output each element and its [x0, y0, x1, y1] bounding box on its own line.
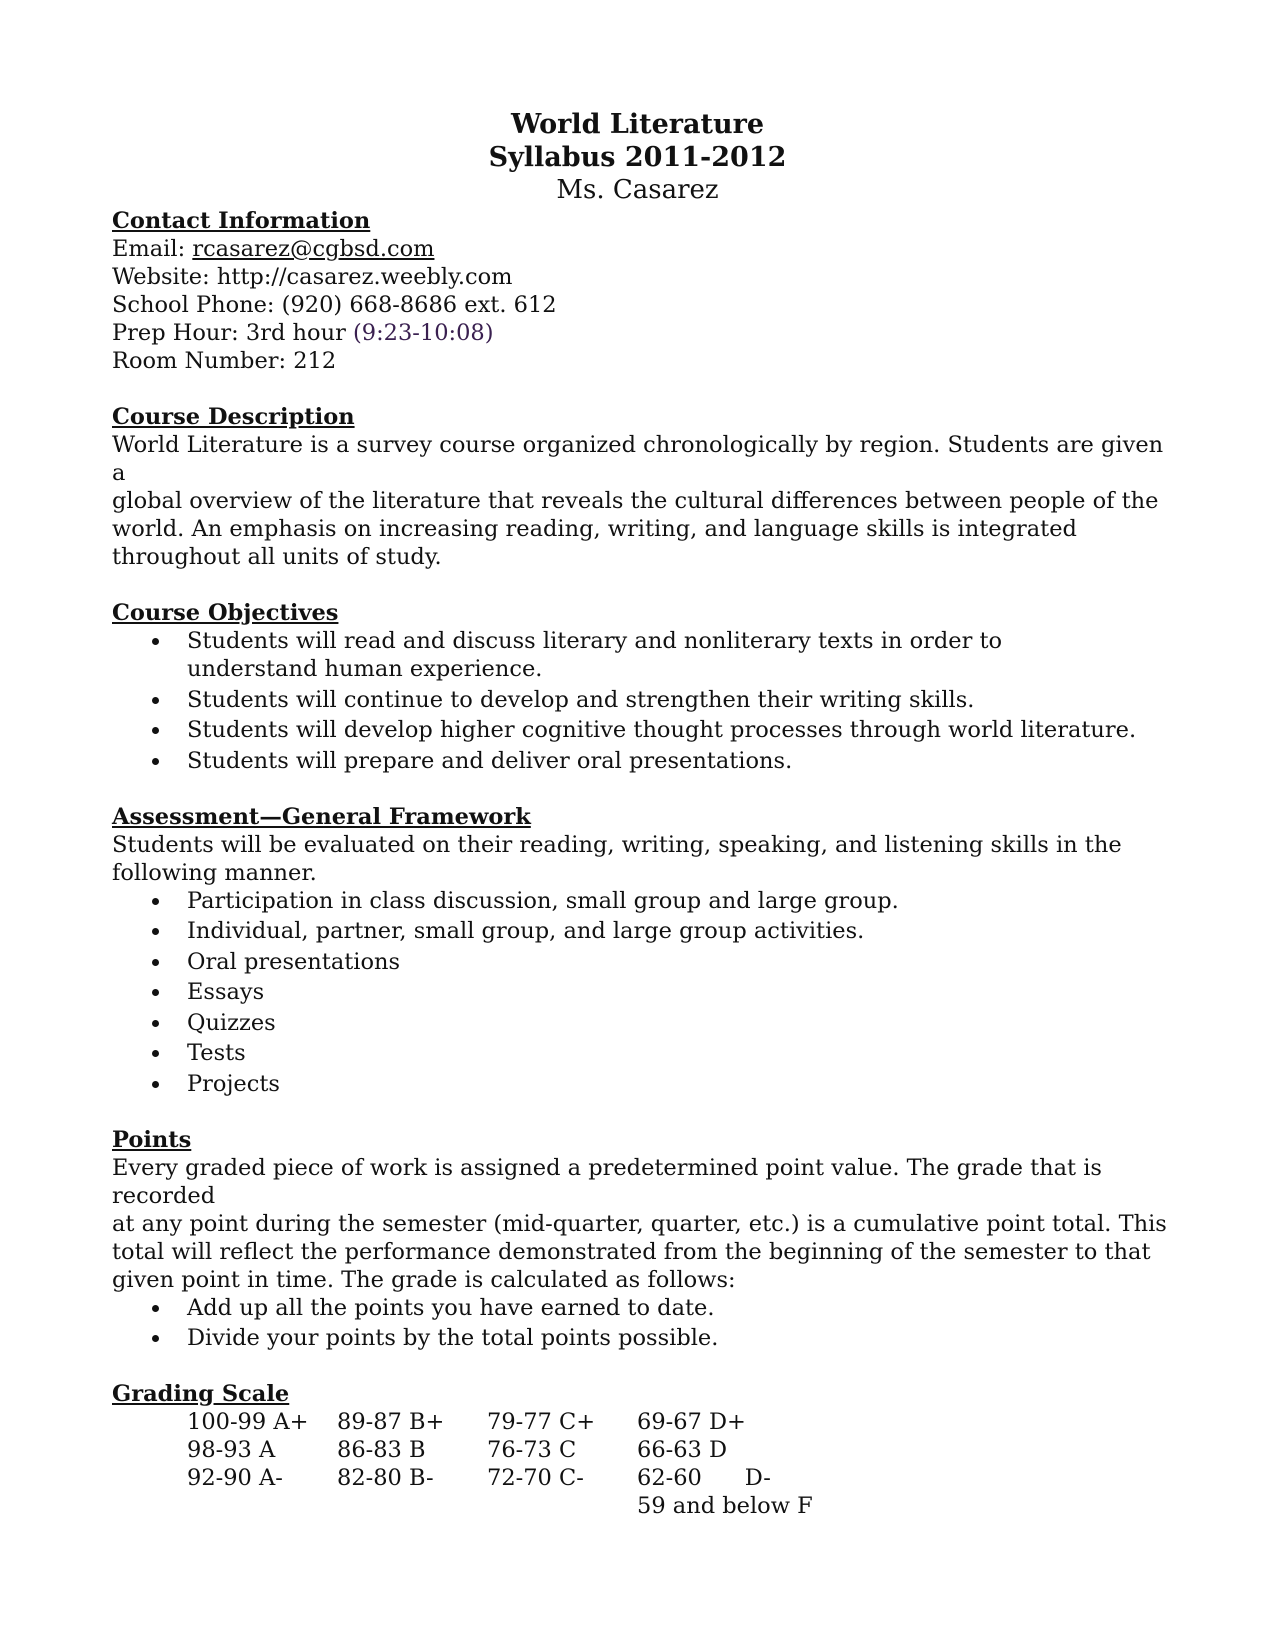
assessment-list	[112, 887, 1172, 1098]
email-label: Email:	[112, 236, 193, 262]
description-section	[112, 403, 1172, 571]
assessment-section	[112, 803, 1172, 1098]
prep-hour-line	[112, 319, 1172, 347]
grade-cell: 69-67 D+	[637, 1409, 746, 1435]
contact-section	[112, 207, 1172, 375]
teacher-name: Ms. Casarez	[556, 175, 719, 205]
grade-cell: 62-60 D-	[637, 1465, 771, 1491]
points-heading: Points	[112, 1126, 192, 1153]
list-item: Essays	[187, 978, 1172, 1006]
email-link[interactable]: rcasarez@cgbsd.com	[192, 236, 435, 262]
list-item: Divide your points by the total points possible.	[187, 1324, 1172, 1352]
document-subtitle: Syllabus 2011-2012	[488, 142, 787, 173]
grade-cell	[187, 1492, 337, 1520]
list-item: Participation in class discussion, small group and large group.	[187, 887, 1172, 915]
description-line: throughout all units of study.	[112, 544, 442, 570]
phone-line: School Phone: (920) 668-8686 ext. 612	[112, 292, 557, 318]
objectives-section	[112, 599, 1172, 775]
room-line: Room Number: 212	[112, 348, 337, 374]
grade-cell: 82-80 B-	[337, 1465, 434, 1491]
description-line: global overview of the literature that reveals the cultural differences between people of the	[112, 488, 1159, 514]
grade-cell: 92-90 A-	[187, 1465, 283, 1491]
website-line: Website: http://casarez.weebly.com	[112, 264, 513, 290]
grade-cell: 79-77 C+	[487, 1409, 596, 1435]
grade-cell: 59 and below F	[637, 1493, 813, 1519]
list-item: Students will continue to develop and strengthen their writing skills.	[187, 686, 1172, 714]
description-heading: Course Description	[112, 404, 355, 430]
grade-cell: 72-70 C-	[487, 1465, 584, 1491]
assessment-line: Students will be evaluated on their reading, writing, speaking, and listening skills in the	[112, 831, 1122, 858]
list-item: Students will read and discuss literary and nonliterary texts in order to understand human experience.	[187, 627, 1172, 683]
grade-cell	[337, 1492, 487, 1520]
grade-cell: 86-83 B	[337, 1437, 426, 1463]
points-list	[112, 1294, 1172, 1353]
list-item: Projects	[187, 1070, 1172, 1098]
list-item: Oral presentations	[187, 948, 1172, 976]
document-body	[112, 207, 1172, 1548]
grading-scale-table	[187, 1408, 1172, 1520]
list-item: Students will develop higher cognitive thought processes through world literature.	[187, 716, 1172, 744]
assessment-heading: Assessment—General Framework	[112, 803, 531, 830]
points-section	[112, 1126, 1172, 1353]
grade-cell: 89-87 B+	[337, 1409, 445, 1435]
list-item: Tests	[187, 1039, 1172, 1067]
grade-cell: 66-63 D	[637, 1437, 728, 1463]
objectives-list	[112, 627, 1172, 775]
assessment-line: following manner.	[112, 859, 317, 886]
grade-cell	[487, 1492, 637, 1520]
description-line: World Literature is a survey course organized chronologically by region. Students are given a	[112, 432, 1164, 486]
description-line: world. An emphasis on increasing reading, writing, and language skills is integrated	[112, 516, 1077, 542]
list-item: Quizzes	[187, 1009, 1172, 1037]
points-line: total will reflect the performance demonstrated from the beginning of the semester to that	[112, 1238, 1151, 1265]
list-item: Students will prepare and deliver oral presentations.	[187, 747, 1172, 775]
objectives-heading: Course Objectives	[112, 600, 339, 626]
grade-cell: 100-99 A+	[187, 1409, 309, 1435]
email-line	[112, 235, 1172, 263]
grading-heading: Grading Scale	[112, 1381, 290, 1407]
list-item: Individual, partner, small group, and large group activities.	[187, 917, 1172, 945]
contact-heading: Contact Information	[112, 208, 371, 234]
grade-cell: 98-93 A	[187, 1437, 276, 1463]
grade-cell: 76-73 C	[487, 1437, 577, 1463]
document-header	[0, 108, 1275, 207]
prep-label: Prep Hour: 3rd hour	[112, 320, 353, 346]
points-line: given point in time. The grade is calculated as follows:	[112, 1266, 736, 1293]
document-title: World Literature	[510, 109, 764, 140]
prep-time: (9:23-10:08)	[352, 320, 494, 346]
list-item: Add up all the points you have earned to date.	[187, 1294, 1172, 1322]
grading-section	[112, 1380, 1172, 1520]
points-line: Every graded piece of work is assigned a predetermined point value. The grade that is recorded	[112, 1154, 1102, 1209]
points-line: at any point during the semester (mid-quarter, quarter, etc.) is a cumulative point total. This	[112, 1210, 1167, 1237]
